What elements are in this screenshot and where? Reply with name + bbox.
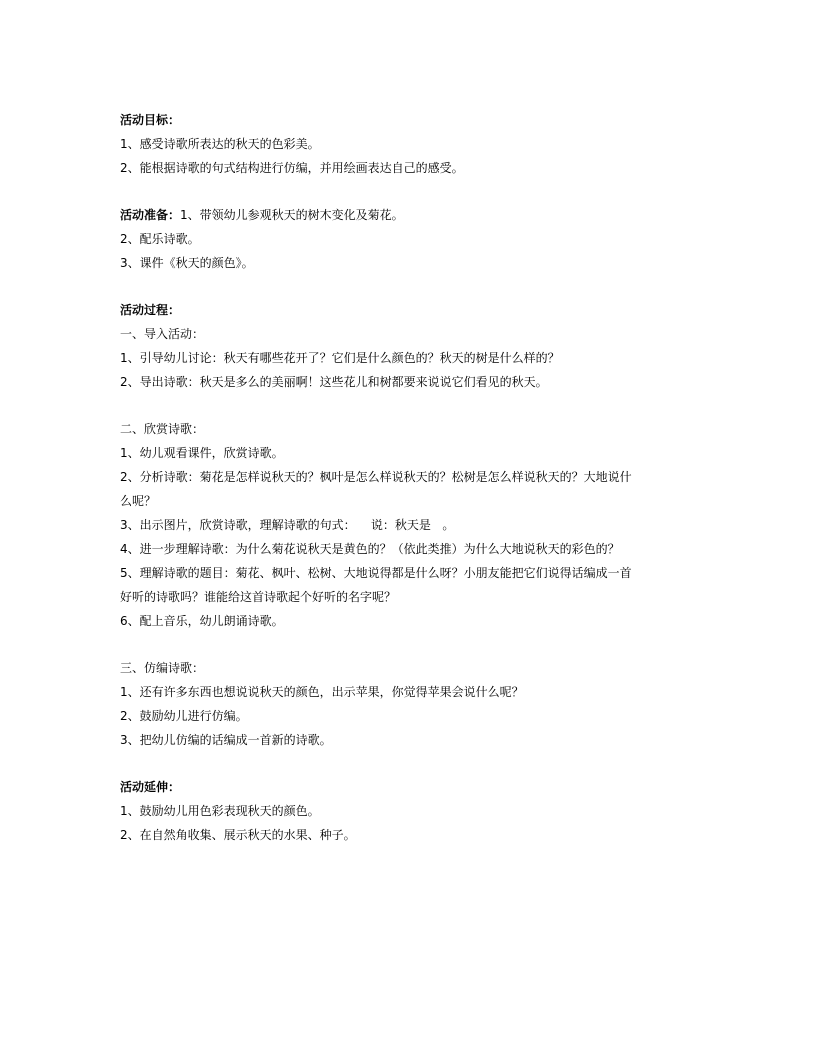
prep-item-3: 3、课件《秋天的颜色》。: [120, 256, 254, 270]
prep-item-1: 1、带领幼儿参观秋天的树木变化及菊花。: [180, 208, 404, 222]
extension-heading: 活动延伸：: [120, 780, 181, 794]
process-part2-item-1: 1、幼儿观看课件，欣赏诗歌。: [120, 446, 284, 460]
spacer: [120, 633, 700, 656]
process-part2-item-6: 6、配上音乐，幼儿朗诵诗歌。: [120, 614, 284, 628]
process-part2-item-2: 2、分析诗歌：菊花是怎样说秋天的？枫叶是怎么样说秋天的？松树是怎么样说秋天的？大地说什: [120, 470, 632, 484]
extension-item-1: 1、鼓励幼儿用色彩表现秋天的颜色。: [120, 804, 320, 818]
spacer: [120, 275, 700, 298]
process-part2-item-5-cont: 好听的诗歌吗？谁能给这首诗歌起个好听的名字呢？: [120, 590, 397, 604]
spacer: [120, 180, 700, 203]
goals-heading: 活动目标：: [120, 113, 181, 127]
process-part3-item-3: 3、把幼儿仿编的话编成一首新的诗歌。: [120, 733, 332, 747]
process-part2-item-4: 4、进一步理解诗歌：为什么菊花说秋天是黄色的？（依此类推）为什么大地说秋天的彩色的？: [120, 542, 620, 556]
spacer: [120, 752, 700, 775]
process-part1-item-2: 2、导出诗歌：秋天是多么的美丽啊！这些花儿和树都要来说说它们看见的秋天。: [120, 375, 548, 389]
prep-line: [120, 203, 700, 227]
process-part1-title: 一、导入活动：: [120, 327, 205, 341]
process-part1-item-1: 1、引导幼儿讨论：秋天有哪些花开了？它们是什么颜色的？秋天的树是什么样的？: [120, 351, 560, 365]
goals-item-1: 1、感受诗歌所表达的秋天的色彩美。: [120, 137, 320, 151]
document-page: [120, 108, 700, 847]
extension-item-2: 2、在自然角收集、展示秋天的水果、种子。: [120, 828, 356, 842]
goals-item-2: 2、能根据诗歌的句式结构进行仿编，并用绘画表达自己的感受。: [120, 161, 464, 175]
prep-heading: 活动准备：: [120, 208, 181, 222]
process-part3-item-2: 2、鼓励幼儿进行仿编。: [120, 709, 248, 723]
process-part3-title: 三、仿编诗歌：: [120, 661, 205, 675]
process-part2-title: 二、欣赏诗歌：: [120, 422, 205, 436]
process-part3-item-1: 1、还有许多东西也想说说秋天的颜色，出示苹果，你觉得苹果会说什么呢？: [120, 685, 524, 699]
process-part2-item-5: 5、理解诗歌的题目：菊花、枫叶、松树、大地说得都是什么呀？小朋友能把它们说得话编成一首: [120, 566, 632, 580]
spacer: [120, 394, 700, 417]
process-part2-item-2-cont: 么呢？: [120, 494, 157, 508]
process-heading: 活动过程：: [120, 303, 181, 317]
process-part2-item-3: 3、出示图片，欣赏诗歌，理解诗歌的句式： 说：秋天是 。: [120, 518, 455, 532]
prep-item-2: 2、配乐诗歌。: [120, 232, 200, 246]
